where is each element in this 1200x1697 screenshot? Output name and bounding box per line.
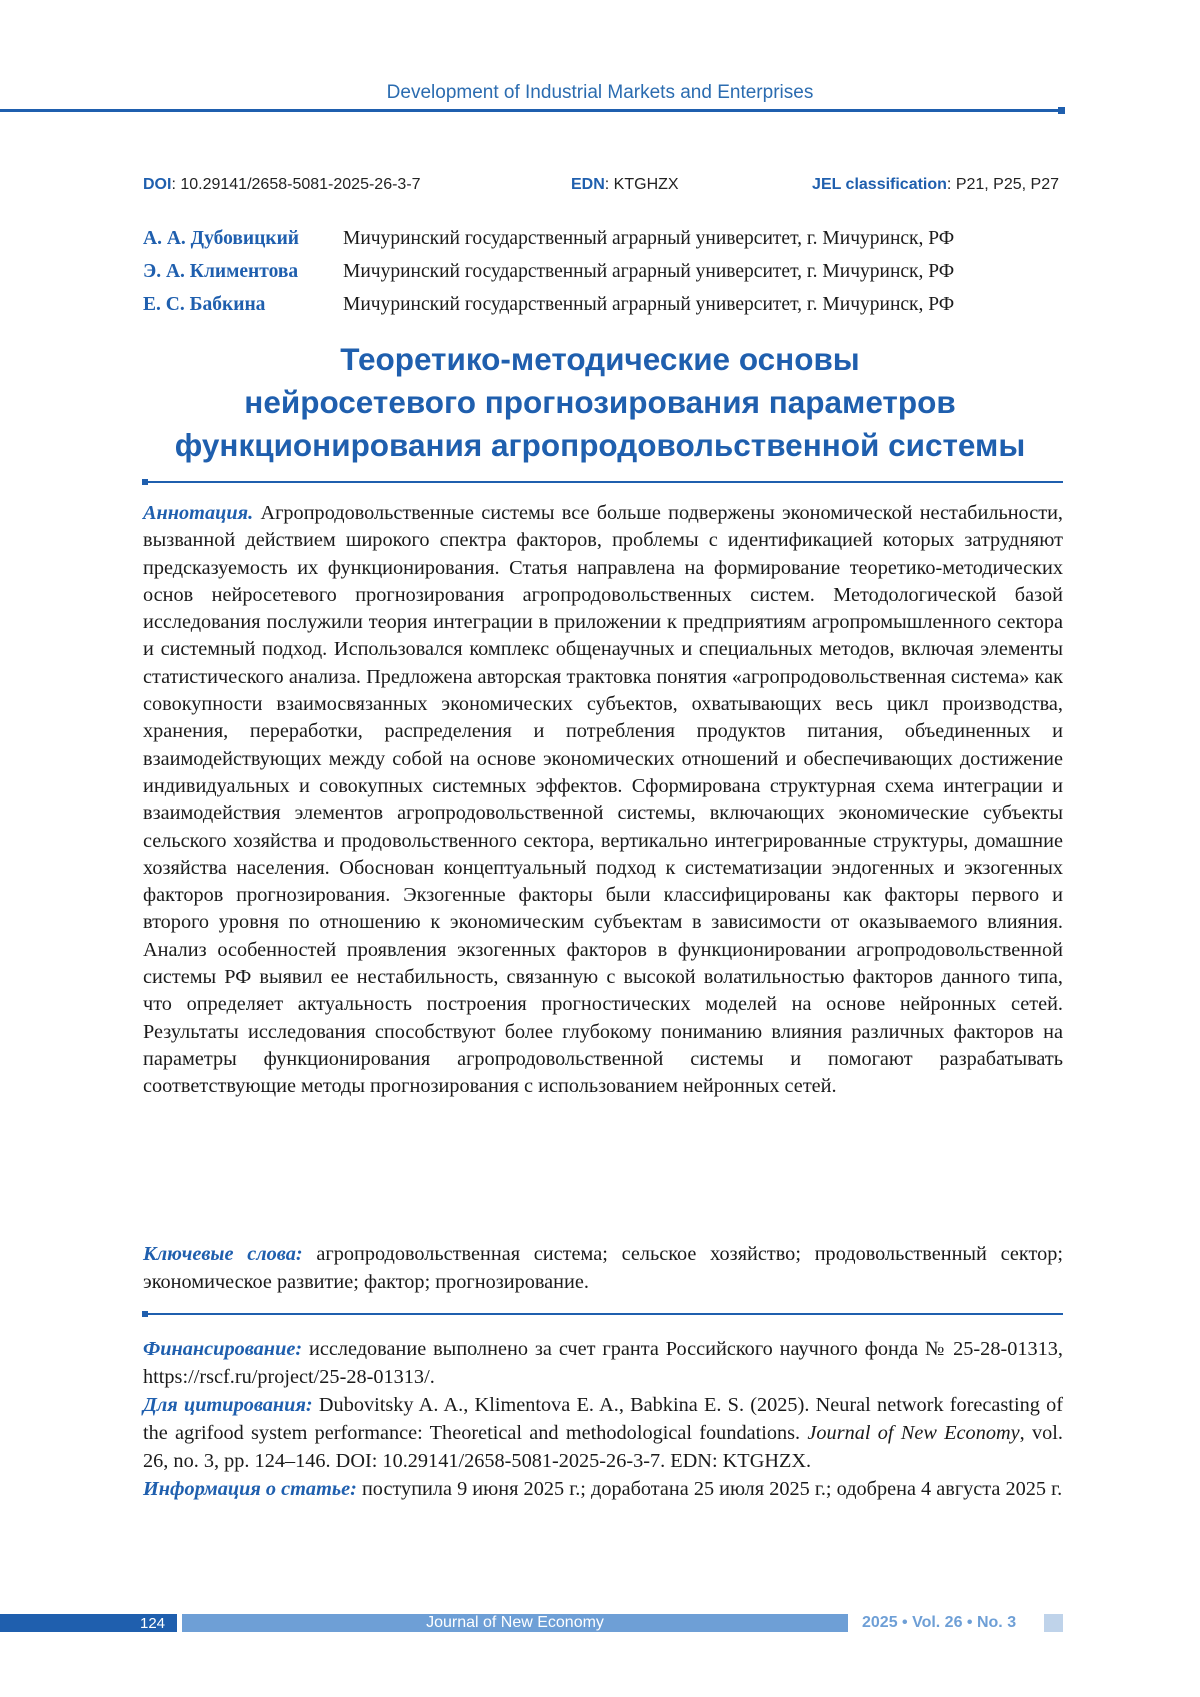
title-rule [143, 481, 1063, 483]
article-info [143, 1475, 1063, 1503]
jel-label: JEL classification [812, 176, 947, 193]
edn-label: EDN [571, 176, 605, 193]
abstract-label: Аннотация. [143, 502, 253, 524]
jel-classification [812, 176, 1059, 194]
footer-bar-end [1044, 1614, 1063, 1632]
citation-journal: Journal of New Economy [807, 1422, 1019, 1444]
keywords-rule [143, 1313, 1063, 1315]
title-line: Теоретико-методические основы [120, 338, 1080, 381]
funding [143, 1335, 1063, 1391]
article-info-text: поступила 9 июня 2025 г.; доработана 25 июля 2025 г.; одобрена 4 августа 2025 г. [362, 1478, 1062, 1500]
doi-label: DOI [143, 176, 171, 193]
abstract-text: Агропродовольственные системы все больше подвержены экономической нестабильности, вызванной действием широкого спектра факторов, проблемы с идентификацией которых затрудняют предсказуемость их функционирования. Статья направлена на формирование теоретико-методических основ нейросетевого прогнозирования агропродовольственных систем. Методологической базой исследования послужили теория интеграции в приложении к предприятиям агропромышленного сектора и системный подход. Использовался комплекс общенаучных и специальных методов, включая элементы статистического анализа. Предложена авторская трактовка понятия «агропродовольственная система» как совокупности взаимосвязанных экономических субъектов, охватывающих весь цикл производства, хранения, переработки, распределения и потребления продуктов питания, объединенных и взаимодействующих между собой на основе экономических отношений и обеспечивающих достижение индивидуальных и совокупных системных эффектов. Сформирована структурная схема интеграции и взаимодействия элементов агропродовольственной системы, включающих экономические субъекты сельского хозяйства и продовольственного сектора, вертикально интегрированные структуры, домашние хозяйства населения. Обоснован концептуальный подход к систематизации эндогенных и экзогенных факторов прогнозирования. Экзогенные факторы были классифицированы как факторы первого и второго уровня по отношению к экономическим субъектам в зависимости от оказываемого влияния. Анализ особенностей проявления экзогенных факторов в функционировании агропродовольственной системы РФ выявил ее нестабильность, связанную с высокой волатильностью факторов данного типа, что определяет актуальность построения прогностических моделей на основе нейронных сетей. Результаты исследования способствуют более глубокому пониманию влияния различных факторов на параметры функционирования агропродовольственной системы и помогают разрабатывать соответствующие методы прогнозирования с использованием нейронных сетей. [143, 502, 1063, 1097]
keywords [143, 1240, 1063, 1296]
footer-bar-middle [182, 1614, 848, 1632]
page-footer [0, 1614, 1200, 1634]
edn-value: : KTGHZX [605, 176, 679, 193]
edn [571, 176, 679, 194]
keywords-label: Ключевые слова: [143, 1243, 303, 1265]
doi-value: : 10.29141/2658-5081-2025-26-3-7 [171, 176, 420, 193]
author-name: Э. А. Климентова [143, 261, 298, 283]
article-meta [143, 1335, 1063, 1503]
citation [143, 1391, 1063, 1475]
article-info-label: Информация о статье: [143, 1478, 357, 1500]
doi [143, 176, 421, 194]
citation-details: , vol. 26, no. 3, pp. 124–146. DOI: 10.29141/2658-5081-2025-26-3-7. EDN: KTGHZX. [143, 1422, 1063, 1472]
author-row [143, 261, 1063, 294]
author-row [143, 228, 1063, 261]
keywords-text: агропродовольственная система; сельское хозяйство; продовольственный сектор; экономическое развитие; фактор; прогнозирование. [143, 1243, 1063, 1293]
funding-label: Финансирование: [143, 1338, 302, 1360]
citation-text: Dubovitsky A. A., Klimentova E. A., Babkina E. S. (2025). Neural network forecasting of the agrifood system performance: Theoretical and methodological foundations. [143, 1394, 1063, 1444]
running-header: Development of Industrial Markets and Enterprises [0, 82, 1200, 104]
author-name: А. А. Дубовицкий [143, 228, 299, 250]
author-affiliation: Мичуринский государственный аграрный университет, г. Мичуринск, РФ [343, 294, 954, 316]
author-row [143, 294, 1063, 327]
abstract [143, 500, 1063, 1101]
page-number: 124 [140, 1615, 165, 1632]
title-line: функционирования агропродовольственной системы [120, 424, 1080, 467]
author-name: Е. С. Бабкина [143, 294, 265, 316]
author-affiliation: Мичуринский государственный аграрный университет, г. Мичуринск, РФ [343, 261, 954, 283]
footer-journal-name: Journal of New Economy [426, 1614, 604, 1631]
citation-label: Для цитирования: [143, 1394, 313, 1416]
title-line: нейросетевого прогнозирования параметров [120, 381, 1080, 424]
funding-text: исследование выполнено за счет гранта Российского научного фонда № 25-28-01313, https://rscf.ru/project/25-28-01313/. [143, 1338, 1063, 1388]
jel-value: : P21, P25, P27 [947, 176, 1059, 193]
author-affiliation: Мичуринский государственный аграрный университет, г. Мичуринск, РФ [343, 228, 954, 250]
header-rule-end [1058, 107, 1065, 114]
footer-issue: 2025 • Vol. 26 • No. 3 [862, 1614, 1016, 1632]
article-title [120, 338, 1080, 467]
author-list [143, 228, 1063, 327]
header-rule [0, 109, 1060, 112]
